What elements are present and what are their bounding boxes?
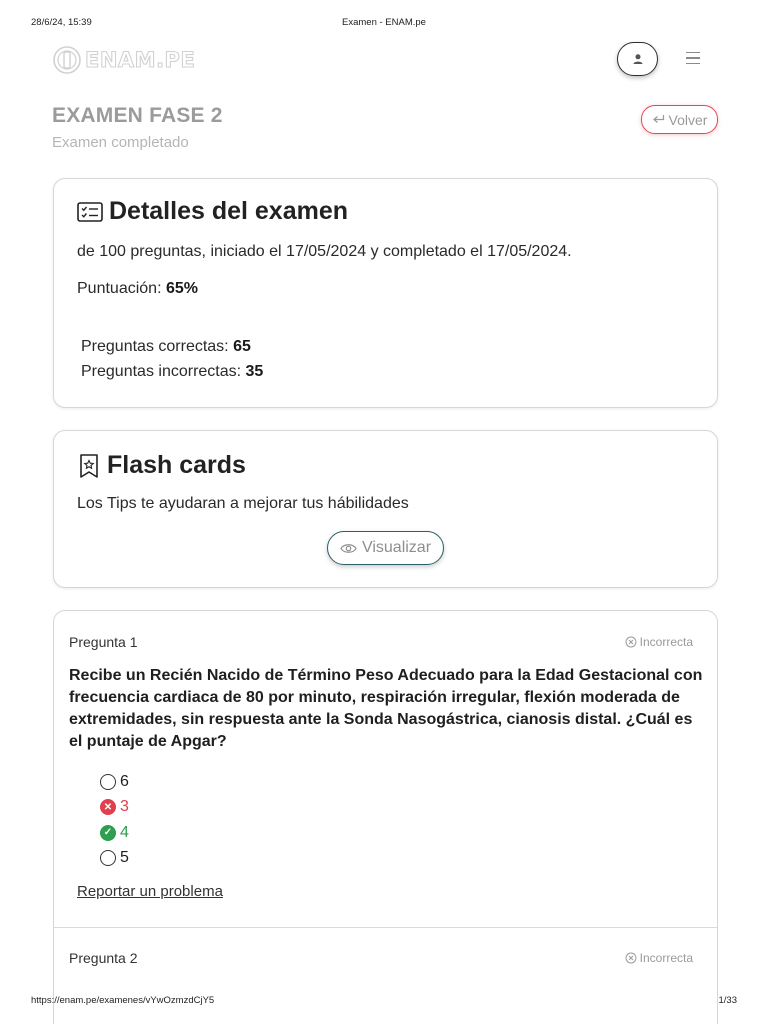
correct-label: Preguntas correctas:: [81, 338, 229, 355]
user-button[interactable]: [617, 42, 658, 76]
question-1-status-text: Incorrecta: [639, 635, 693, 649]
question-2-status: [625, 951, 693, 965]
answer-option-text: 4: [120, 823, 129, 841]
page-title: EXAMEN FASE 2: [52, 104, 223, 127]
answer-option[interactable]: [100, 769, 129, 795]
bookmark-icon: [77, 453, 101, 479]
incorrect-label: Preguntas incorrectas:: [81, 363, 242, 380]
print-header: [0, 17, 768, 31]
answer-option[interactable]: [100, 846, 129, 872]
answer-option-text: 5: [120, 849, 129, 867]
question-divider: [54, 927, 717, 928]
print-url: https://enam.pe/examenes/vYwOzmzdCjY5: [31, 995, 215, 1006]
radio-icon: [100, 774, 116, 790]
questions-card: [53, 610, 718, 1024]
list-check-icon: [77, 201, 103, 223]
exam-details-card: [53, 178, 718, 408]
menu-button[interactable]: [686, 50, 702, 66]
correct-value: 65: [233, 338, 251, 355]
question-1-status: [625, 635, 693, 649]
return-icon: [652, 114, 665, 125]
logo-mark-icon: [52, 45, 82, 75]
back-button-label: Volver: [668, 111, 708, 128]
question-1-text: Recibe un Recién Nacido de Término Peso Adecuado para la Edad Gestacional con frecuencia cardiaca de 80 por minuto, respiración irregular, flexión moderada de extremidades, sin respuesta ante la Sonda Nasogástrica, cianosis distal. ¿Cuál es el puntaje de Apgar?: [69, 667, 703, 750]
view-button-label: Visualizar: [361, 539, 432, 556]
question-1-options: [100, 769, 129, 871]
question-2-label: Pregunta 2: [69, 950, 138, 966]
view-flashcards-button[interactable]: [327, 531, 444, 565]
x-mark-icon: ✕: [100, 799, 116, 815]
score-line: [77, 280, 198, 298]
menu-icon-bar: [686, 63, 700, 64]
print-page-number: 1/33: [718, 995, 737, 1006]
top-bar: [52, 40, 718, 80]
answer-option-correct[interactable]: [100, 820, 129, 846]
details-heading: Detalles del examen: [109, 197, 349, 225]
answer-option-text: 3: [120, 798, 129, 816]
logo[interactable]: [52, 44, 195, 76]
details-header: [77, 197, 348, 226]
question-2-status-text: Incorrecta: [639, 951, 693, 965]
details-summary: de 100 preguntas, iniciado el 17/05/2024 y completado el 17/05/2024.: [77, 243, 572, 260]
back-button[interactable]: [641, 105, 718, 134]
print-doc-title: Examen - ENAM.pe: [342, 17, 426, 28]
check-mark-icon: ✓: [100, 825, 116, 841]
x-circle-icon: [625, 952, 637, 964]
score-value: 65%: [165, 280, 198, 297]
menu-icon-bar: [686, 57, 700, 58]
menu-icon: [686, 52, 700, 53]
correct-line: [81, 338, 251, 356]
incorrect-value: 35: [245, 363, 264, 380]
logo-text: ENAM.PE: [85, 48, 196, 72]
eye-icon: [340, 543, 357, 554]
flashcards-heading: Flash cards: [107, 451, 246, 479]
user-icon: [632, 53, 644, 65]
score-label: Puntuación:: [77, 280, 162, 297]
flashcards-header: [77, 451, 246, 480]
flashcards-description: Los Tips te ayudaran a mejorar tus hábilidades: [77, 495, 409, 512]
flashcards-card: [53, 430, 718, 588]
radio-icon: [100, 850, 116, 866]
answer-option-selected-wrong[interactable]: [100, 795, 129, 821]
report-problem-link[interactable]: Reportar un problema: [77, 883, 223, 900]
page-subtitle: Examen completado: [52, 134, 189, 151]
x-circle-icon: [625, 636, 637, 648]
question-1-label: Pregunta 1: [69, 634, 138, 650]
print-datetime: 28/6/24, 15:39: [31, 17, 92, 28]
answer-option-text: 6: [120, 772, 129, 790]
incorrect-line: [81, 363, 263, 381]
